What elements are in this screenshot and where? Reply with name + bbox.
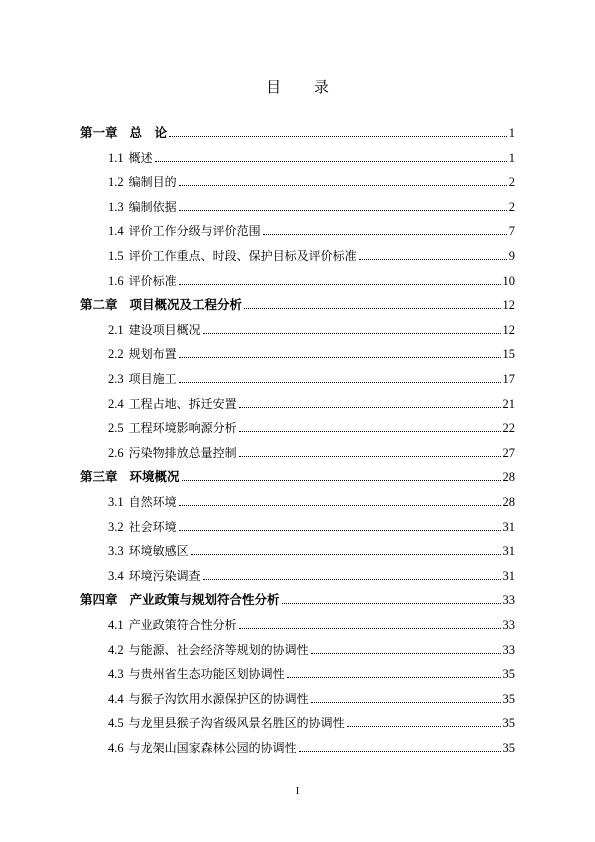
toc-section-entry[interactable] — [108, 711, 515, 731]
toc-entry-label: 总 论 — [129, 125, 168, 140]
toc-entry-label: 产业政策符合性分析 — [128, 618, 237, 632]
toc-section-entry[interactable] — [108, 515, 515, 535]
toc-section-entry[interactable] — [108, 662, 515, 682]
toc-chapter-entry[interactable] — [80, 293, 515, 313]
toc-section-entry[interactable] — [108, 146, 515, 166]
toc-entry-page-number: 35 — [502, 691, 515, 706]
dot-leader — [179, 185, 507, 186]
toc-entry-page-number: 1 — [508, 150, 515, 165]
toc-section-entry[interactable] — [108, 736, 515, 756]
toc-entry-number: 第四章 — [80, 592, 118, 608]
toc-section-entry[interactable] — [108, 416, 515, 436]
toc-entry-page-number: 31 — [502, 519, 515, 534]
dot-leader — [203, 333, 501, 334]
page-number-footer: I — [295, 786, 300, 797]
toc-entry-number: 2.6 — [108, 445, 124, 460]
toc-entry-number: 2.5 — [108, 421, 124, 436]
toc-entry-label: 产业政策与规划符合性分析 — [129, 592, 280, 608]
toc-section-entry[interactable] — [108, 367, 515, 387]
dot-leader — [239, 456, 501, 457]
toc-entry-page-number: 27 — [502, 445, 515, 460]
toc-entry-page-number: 2 — [508, 175, 515, 190]
toc-entry-page-number: 17 — [502, 372, 515, 386]
toc-entry-number: 第二章 — [80, 297, 118, 313]
dot-leader — [191, 554, 501, 555]
toc-entry-number: 1.4 — [108, 224, 124, 239]
toc-entry-label: 项目概况及工程分析 — [129, 297, 243, 313]
toc-entry-page-number: 9 — [508, 249, 515, 263]
dot-leader — [244, 308, 500, 309]
toc-section-entry[interactable] — [108, 318, 515, 338]
dot-leader — [239, 407, 501, 408]
toc-entry-page-number: 22 — [502, 421, 515, 436]
dot-leader — [282, 603, 501, 604]
toc-entry-number: 第一章 — [80, 125, 118, 140]
dot-leader — [311, 702, 501, 703]
toc-section-entry[interactable] — [108, 269, 515, 289]
toc-section-entry[interactable] — [108, 564, 515, 584]
dot-leader — [179, 210, 507, 211]
toc-entry-page-number: 31 — [502, 544, 515, 559]
toc-entry-page-number: 2 — [508, 199, 515, 214]
toc-entry-number: 1.5 — [108, 249, 124, 263]
toc-entry-label: 工程占地、拆迁安置 — [128, 396, 237, 411]
toc-section-entry[interactable] — [108, 195, 515, 215]
toc-entry-page-number: 35 — [502, 741, 515, 755]
toc-entry-label: 工程环境影响源分析 — [128, 421, 237, 436]
toc-entry-label: 编制目的 — [128, 175, 177, 190]
toc-entry-number: 2.4 — [108, 396, 124, 411]
toc-entry-number: 4.4 — [108, 691, 124, 706]
dot-leader — [179, 357, 501, 358]
toc-section-entry[interactable] — [108, 342, 515, 362]
toc-entry-number: 4.2 — [108, 642, 124, 657]
toc-entry-label: 编制依据 — [128, 199, 177, 214]
toc-entry-number: 3.3 — [108, 544, 124, 559]
toc-entry-label: 与猴子沟饮用水源保护区的协调性 — [128, 691, 309, 706]
toc-entry-number: 3.4 — [108, 568, 124, 583]
toc-entry-page-number: 28 — [502, 495, 515, 509]
dot-leader — [179, 530, 501, 531]
dot-leader — [179, 505, 501, 506]
toc-entry-label: 规划布置 — [128, 347, 177, 362]
toc-entry-label: 环境概况 — [129, 469, 180, 485]
toc-entry-number: 1.2 — [108, 175, 124, 190]
dot-leader — [182, 480, 501, 481]
toc-entry-number: 1.6 — [108, 273, 124, 288]
toc-entry-label: 与龙里县猴子沟省级风景名胜区的协调性 — [128, 716, 345, 731]
toc-entry-number: 4.6 — [108, 741, 124, 755]
toc-entry-number: 3.1 — [108, 495, 124, 509]
toc-chapter-entry[interactable] — [80, 465, 515, 485]
toc-chapter-entry[interactable] — [80, 121, 515, 141]
toc-entry-label: 与贵州省生态功能区划协调性 — [128, 667, 285, 682]
toc-entry-label: 环境敏感区 — [128, 544, 189, 559]
toc-entry-number: 3.2 — [108, 519, 124, 534]
toc-entry-number: 1.1 — [108, 150, 124, 165]
dot-leader — [203, 579, 501, 580]
toc-entry-page-number: 31 — [502, 568, 515, 583]
toc-entry-label: 评价标准 — [128, 273, 177, 288]
toc-entry-number: 4.3 — [108, 667, 124, 682]
toc-entry-page-number: 7 — [508, 224, 515, 239]
toc-section-entry[interactable] — [108, 490, 515, 510]
toc-entry-page-number: 12 — [502, 298, 515, 313]
toc-entry-label: 与龙架山国家森林公园的协调性 — [128, 741, 297, 755]
toc-section-entry[interactable] — [108, 638, 515, 658]
toc-entry-page-number: 15 — [502, 347, 515, 362]
toc-entry-label: 项目施工 — [128, 372, 177, 386]
toc-section-entry[interactable] — [108, 613, 515, 633]
toc-section-entry[interactable] — [108, 244, 515, 264]
toc-entry-label: 评价工作分级与评价范围 — [128, 224, 261, 239]
dot-leader — [239, 628, 501, 629]
toc-entry-label: 自然环境 — [128, 495, 177, 509]
toc-section-entry[interactable] — [108, 441, 515, 461]
dot-leader — [299, 751, 501, 752]
toc-section-entry[interactable] — [108, 539, 515, 559]
dot-leader — [287, 677, 501, 678]
toc-entry-number: 4.5 — [108, 716, 124, 731]
toc-entry-number: 2.3 — [108, 372, 124, 386]
toc-entry-label: 评价工作重点、时段、保护目标及评价标准 — [128, 249, 357, 263]
dot-leader — [359, 259, 507, 260]
toc-entry-page-number: 33 — [502, 642, 515, 657]
toc-entry-page-number: 28 — [502, 470, 515, 485]
dot-leader — [169, 136, 507, 137]
toc-section-entry[interactable] — [108, 170, 515, 190]
toc-entry-label: 社会环境 — [128, 519, 177, 534]
toc-section-entry[interactable] — [108, 219, 515, 239]
toc-entry-page-number: 1 — [508, 126, 515, 140]
dot-leader — [155, 161, 507, 162]
dot-leader — [263, 234, 507, 235]
toc-entry-number: 1.3 — [108, 199, 124, 214]
toc-entry-number: 2.2 — [108, 347, 124, 362]
toc-entry-number: 4.1 — [108, 618, 124, 632]
toc-section-entry[interactable] — [108, 687, 515, 707]
dot-leader — [347, 726, 501, 727]
toc-entry-page-number: 35 — [502, 716, 515, 731]
dot-leader — [179, 382, 501, 383]
toc-entry-number: 第三章 — [80, 469, 118, 485]
toc-entry-page-number: 35 — [502, 667, 515, 682]
toc-entry-page-number: 21 — [502, 396, 515, 411]
toc-entry-label: 概述 — [128, 150, 153, 165]
toc-entry-page-number: 12 — [502, 322, 515, 337]
dot-leader — [179, 284, 501, 285]
toc-entry-label: 环境污染调查 — [128, 568, 201, 583]
toc-entry-page-number: 33 — [502, 593, 515, 608]
toc-entry-number: 2.1 — [108, 322, 124, 337]
page-title: 目 录 — [266, 78, 343, 96]
toc-entry-label: 建设项目概况 — [128, 322, 201, 337]
dot-leader — [311, 653, 501, 654]
toc-entry-label: 污染物排放总量控制 — [128, 445, 237, 460]
toc-section-entry[interactable] — [108, 392, 515, 412]
toc-entry-label: 与能源、社会经济等规划的协调性 — [128, 642, 309, 657]
toc-chapter-entry[interactable] — [80, 588, 515, 608]
toc-entry-page-number: 10 — [502, 273, 515, 288]
toc-entry-page-number: 33 — [502, 618, 515, 632]
dot-leader — [239, 431, 501, 432]
